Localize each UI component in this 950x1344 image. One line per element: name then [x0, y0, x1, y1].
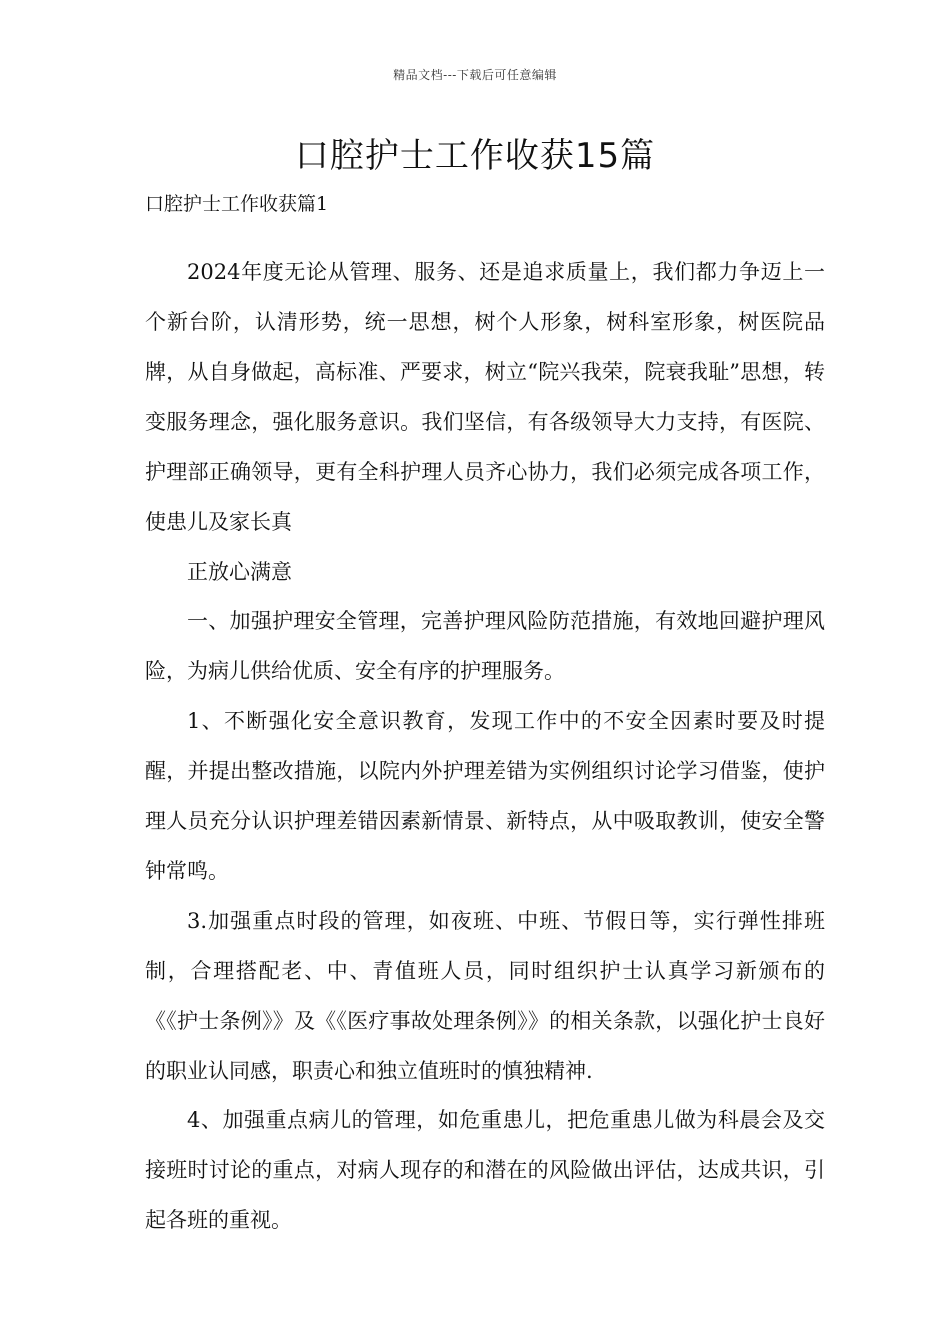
paragraph: 1、不断强化安全意识教育，发现工作中的不安全因素时要及时提醒，并提出整改措施，以院内外护理差错为实例组织讨论学习借鉴，使护理人员充分认识护理差错因素新情景、新特点，从中吸取教训，使安全警钟常鸣。 — [145, 709, 825, 883]
document-title: 口腔护士工作收获15篇 — [294, 136, 656, 176]
paragraph: 一、加强护理安全管理，完善护理风险防范措施，有效地回避护理风险，为病儿供给优质、安全有序的护理服务。 — [145, 609, 825, 683]
section-title: 口腔护士工作收获篇1 — [145, 193, 329, 215]
paragraph: 正放心满意 — [187, 560, 292, 584]
paragraph: 2024年度无论从管理、服务、还是追求质量上，我们都力争迈上一个新台阶，认清形势，统一思想，树个人形象，树科室形象，树医院品牌，从自身做起，高标准、严要求，树立“院兴我荣，院衰我耻”思想，转变服务理念，强化服务意识。我们坚信，有各级领导大力支持，有医院、护理部正确领导，更有全科护理人员齐心协力，我们必须完成各项工作，使患儿及家长真 — [145, 260, 825, 534]
paragraph: 4、加强重点病儿的管理，如危重患儿，把危重患儿做为科晨会及交接班时讨论的重点，对病人现存的和潜在的风险做出评估，达成共识，引起各班的重视。 — [145, 1108, 825, 1232]
paragraph: 3.加强重点时段的管理，如夜班、中班、节假日等，实行弹性排班制，合理搭配老、中、青值班人员，同时组织护士认真学习新颁布的《《护士条例》》及《《医疗事故处理条例》》的相关条款，以强化护士良好的职业认同感，职责心和独立值班时的慎独精神. — [145, 909, 825, 1083]
header-note: 精品文档---下载后可任意编辑 — [393, 68, 557, 82]
